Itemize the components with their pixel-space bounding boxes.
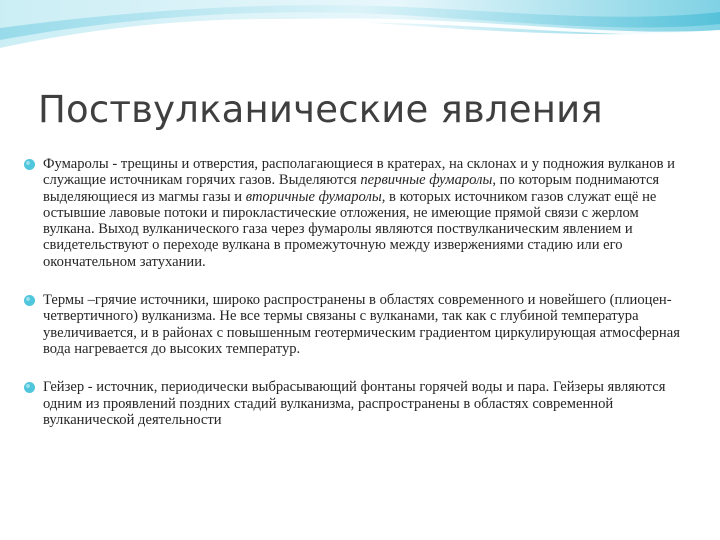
- bullet-icon: [23, 294, 36, 307]
- bullet-fumaroles: [22, 156, 692, 270]
- bullet-list: [22, 156, 692, 428]
- term-primary-fumaroles: первичные фумаролы: [360, 172, 493, 189]
- bullet-icon: [23, 158, 36, 171]
- bullet-icon: [23, 381, 36, 394]
- slide-title: Поствулканические явления: [38, 88, 603, 131]
- decorative-wave-header: [0, 0, 720, 90]
- bullet-geyser: [22, 379, 692, 428]
- bullet-text: Термы –грячие источники, широко распространены в областях современного и новейшего (плиоцен-четвертичного) вулканизма. Не все термы связаны с вулканами, так как с глубиной температура увеличивается, и в районах с повышенным геотермическим градиентом циркулирующая атмосферная вода нагревается до высоких температур.: [43, 292, 680, 357]
- bullet-thermal-springs: [22, 292, 692, 357]
- bullet-text: Гейзер - источник, периодически выбрасывающий фонтаны горячей воды и пара. Гейзеры являются одним из проявлений поздних стадий вулканизма, распространены в областях современной вулканической деятельности: [43, 379, 666, 428]
- bullet-text-part: Фумаролы - трещины и отверстия, располагающиеся в кратерах, на склонах и у подножия вулканов и служащие источникам горячих газов. Выделяются: [43, 156, 675, 189]
- term-secondary-fumaroles: вторичные фумаролы: [245, 188, 382, 205]
- bullet-text-part: , по которым поднимаются выделяющиеся из магмы газы и: [43, 172, 660, 205]
- bullet-text-part: , в которых источником газов служат ещё не остывшие лавовые потоки и пирокластические отложения, не имеющие прямой связи с жерлом вулкана. Выход вулканического газа через фумаролы являются поствулканическим явлением и свидетельствуют о переходе вулкана в промежуточную между извержениями стадию или его окончательном затухании.: [43, 188, 657, 270]
